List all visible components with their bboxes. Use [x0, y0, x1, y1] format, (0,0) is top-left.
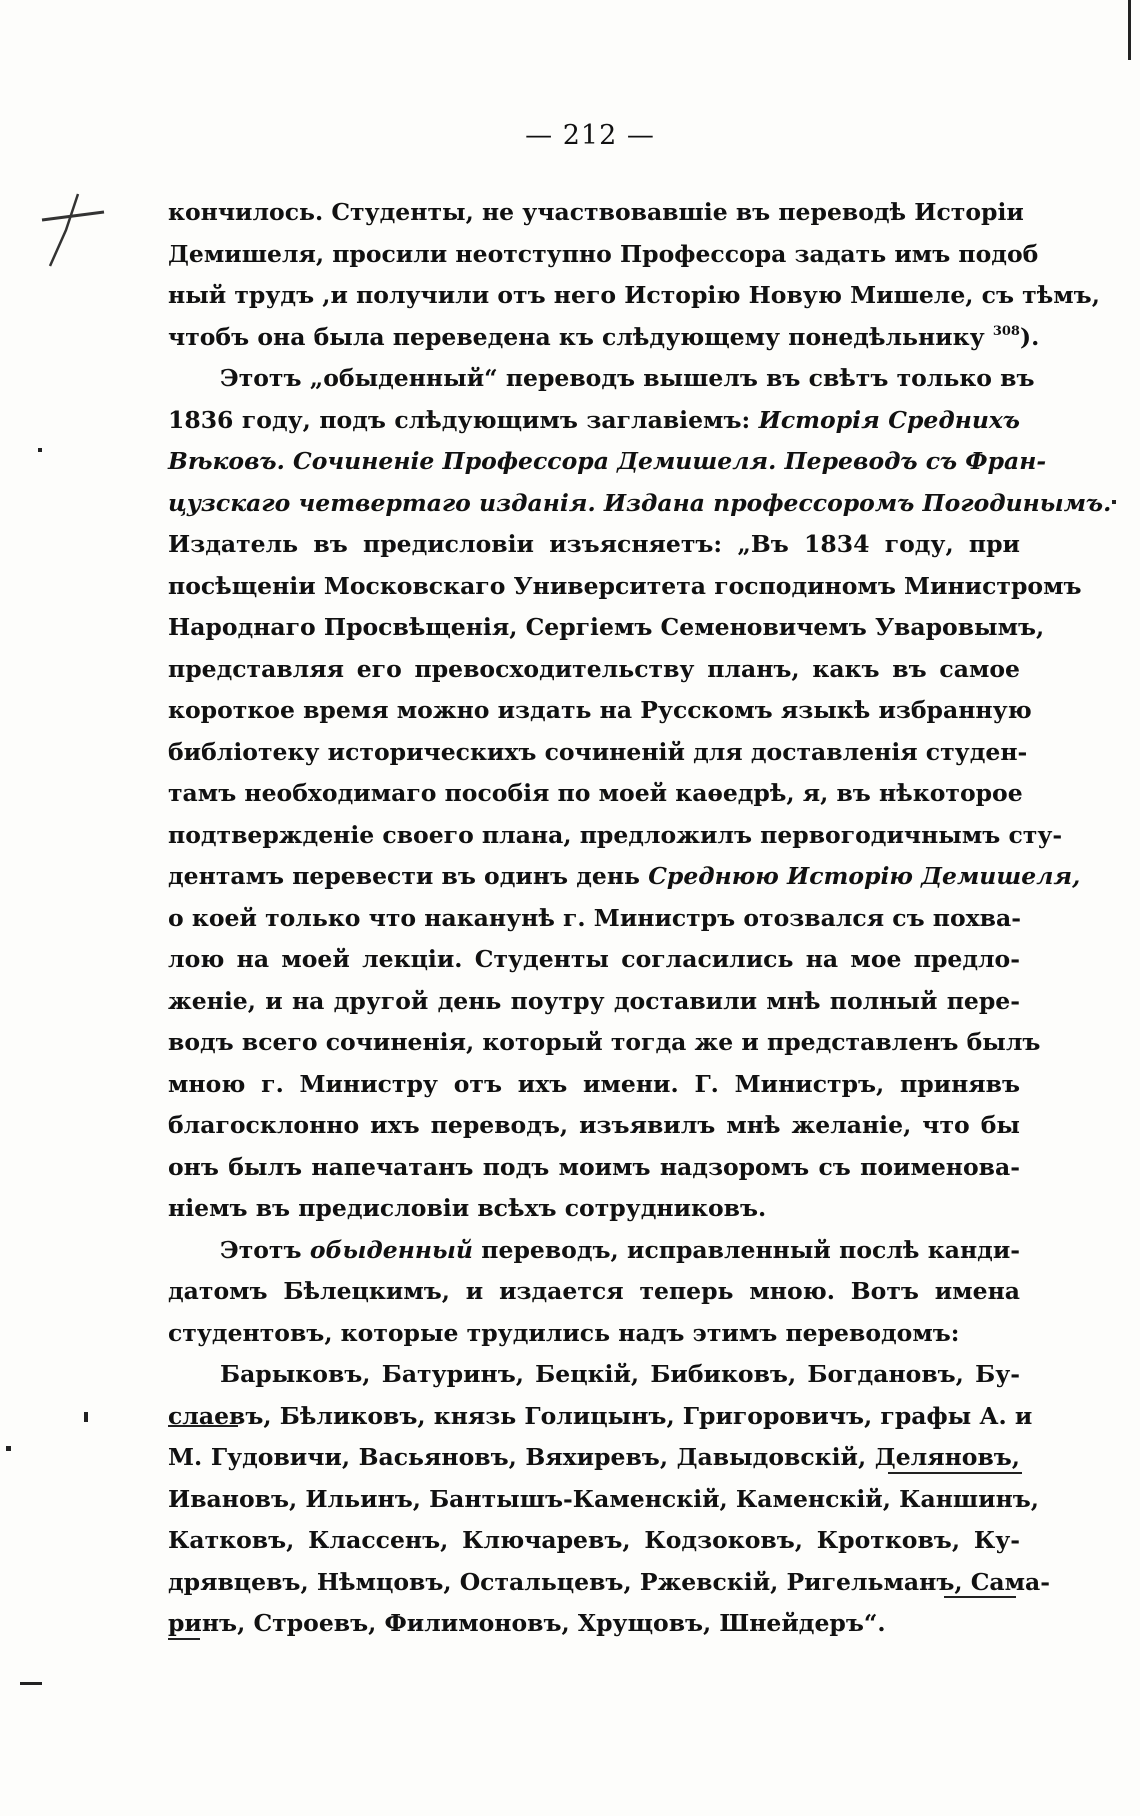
- body-text: [168, 192, 1112, 1645]
- text-line: женіе, и на другой день поутру доставили мнѣ полный пере-: [168, 986, 1020, 1015]
- text-line: Барыковъ, Батуринъ, Бецкій, Бибиковъ, Богдановъ, Бу-: [220, 1360, 1020, 1388]
- text-line: [168, 1230, 1020, 1272]
- paragraph: [168, 192, 1100, 358]
- text-line: представляя его превосходительству планъ, какъ въ самое: [168, 654, 1020, 683]
- text-run: Этотъ: [220, 1235, 302, 1264]
- text-line: ный трудъ ,и получили отъ него Исторію Новую Мишеле, съ тѣмъ,: [168, 281, 1100, 309]
- margin-tick-mark: [1112, 500, 1116, 504]
- text-line: Народнаго Просвѣщенія, Сергіемъ Семеновичемъ Уваровымъ,: [168, 613, 1045, 641]
- text-line: ніемъ въ предисловіи всѣхъ сотрудниковъ.: [168, 1194, 767, 1222]
- margin-pencil-mark: [38, 190, 108, 270]
- text-run: дентамъ перевести въ одинъ день: [168, 862, 640, 890]
- book-title: Среднюю Исторію Демишеля,: [648, 862, 1081, 890]
- pencil-underline: [944, 1596, 1016, 1598]
- student-name-list: [168, 1354, 1051, 1645]
- text-line: лою на моей лекціи. Студенты согласились на мое предло-: [168, 945, 1020, 973]
- text-line: благосклонно ихъ переводъ, изъявилъ мнѣ желаніе, что бы: [168, 1111, 1020, 1139]
- text-line: Издатель въ предисловіи изъясняетъ: „Въ 1834 году, при: [168, 530, 1020, 558]
- text-line: короткое время можно издать на Русскомъ языкѣ избранную: [168, 696, 1032, 724]
- text-run: чтобъ она была переведена къ слѣдующему понедѣльнику: [168, 322, 985, 351]
- margin-tick-mark: [38, 448, 42, 452]
- margin-tick-mark: [6, 1446, 11, 1451]
- text-line: кончилось. Студенты, не участвовавшіе въ переводѣ Исторіи: [168, 198, 1024, 226]
- emphasis: обыденный: [309, 1235, 473, 1264]
- margin-tick-mark: [84, 1412, 88, 1422]
- paragraph: [168, 358, 1112, 1230]
- text-line: датомъ Бѣлецкимъ, и издается теперь мною. Вотъ имена: [168, 1277, 1020, 1305]
- text-line: [168, 317, 1040, 359]
- book-title: Исторія Среднихъ: [758, 405, 1021, 434]
- paragraph: [168, 1230, 1020, 1355]
- page-number: — 212 —: [525, 120, 655, 151]
- footnote-ref: 308: [992, 323, 1020, 339]
- text-line: тамъ необходимаго пособія по моей каѳедрѣ, я, въ нѣкоторое: [168, 779, 1023, 807]
- text-line: М. Гудовичи, Васьяновъ, Вяхиревъ, Давыдовскій, Деляновъ,: [168, 1443, 1020, 1471]
- text-line: посѣщеніи Московскаго Университета господиномъ Министромъ: [168, 571, 1082, 600]
- edge-mark: [1128, 0, 1131, 60]
- text-line: водъ всего сочиненія, который тогда же и представленъ былъ: [168, 1028, 1041, 1056]
- pencil-underline: [168, 1638, 200, 1640]
- text-run: переводъ, исправленный послѣ канди-: [481, 1235, 1021, 1264]
- text-line: слаевъ, Бѣликовъ, князь Голицынъ, Григоровичъ, графы А. и: [168, 1401, 1033, 1430]
- pencil-underline: [168, 1425, 238, 1427]
- text-line: Ивановъ, Ильинъ, Бантышъ-Каменскій, Каменскій, Каншинъ,: [168, 1484, 1039, 1513]
- text-line: Демишеля, просили неотступно Профессора задать имъ подоб: [168, 239, 1039, 268]
- text-line: ринъ, Строевъ, Филимоновъ, Хрущовъ, Шнейдеръ“.: [168, 1609, 886, 1637]
- text-line: мною г. Министру отъ ихъ имени. Г. Министръ, принявъ: [168, 1069, 1020, 1098]
- text-run: ).: [1019, 322, 1040, 351]
- text-line: подтвержденіе своего плана, предложилъ первогодичнымъ сту-: [168, 820, 1063, 849]
- text-run: 1836 году, подъ слѣдующимъ заглавіемъ:: [168, 405, 751, 434]
- text-line: [168, 400, 1020, 442]
- book-title: Вѣковъ. Сочиненіе Профессора Демишеля. Переводъ съ Фран-: [168, 447, 1047, 475]
- margin-tick-mark: [20, 1682, 42, 1685]
- text-line: [168, 856, 1081, 898]
- text-line: библіотеку историческихъ сочиненій для доставленія студен-: [168, 737, 1028, 766]
- text-line: о коей только что наканунѣ г. Министръ отозвался съ похва-: [168, 903, 1021, 932]
- text-line: дрявцевъ, Нѣмцовъ, Остальцевъ, Ржевскій, Ригельманъ, Сама-: [168, 1567, 1051, 1596]
- text-line: Катковъ, Классенъ, Ключаревъ, Кодзоковъ, Кротковъ, Ку-: [168, 1526, 1020, 1554]
- pencil-underline: [888, 1472, 1022, 1474]
- book-title: цузскаго четвертаго изданія. Издана профессоромъ Погодинымъ.: [168, 488, 1112, 517]
- text-line: Этотъ „обыденный“ переводъ вышелъ въ свѣтъ только въ: [220, 364, 1035, 392]
- text-line: онъ былъ напечатанъ подъ моимъ надзоромъ съ поименова-: [168, 1152, 1020, 1181]
- text-line: студентовъ, которые трудились надъ этимъ переводомъ:: [168, 1318, 960, 1347]
